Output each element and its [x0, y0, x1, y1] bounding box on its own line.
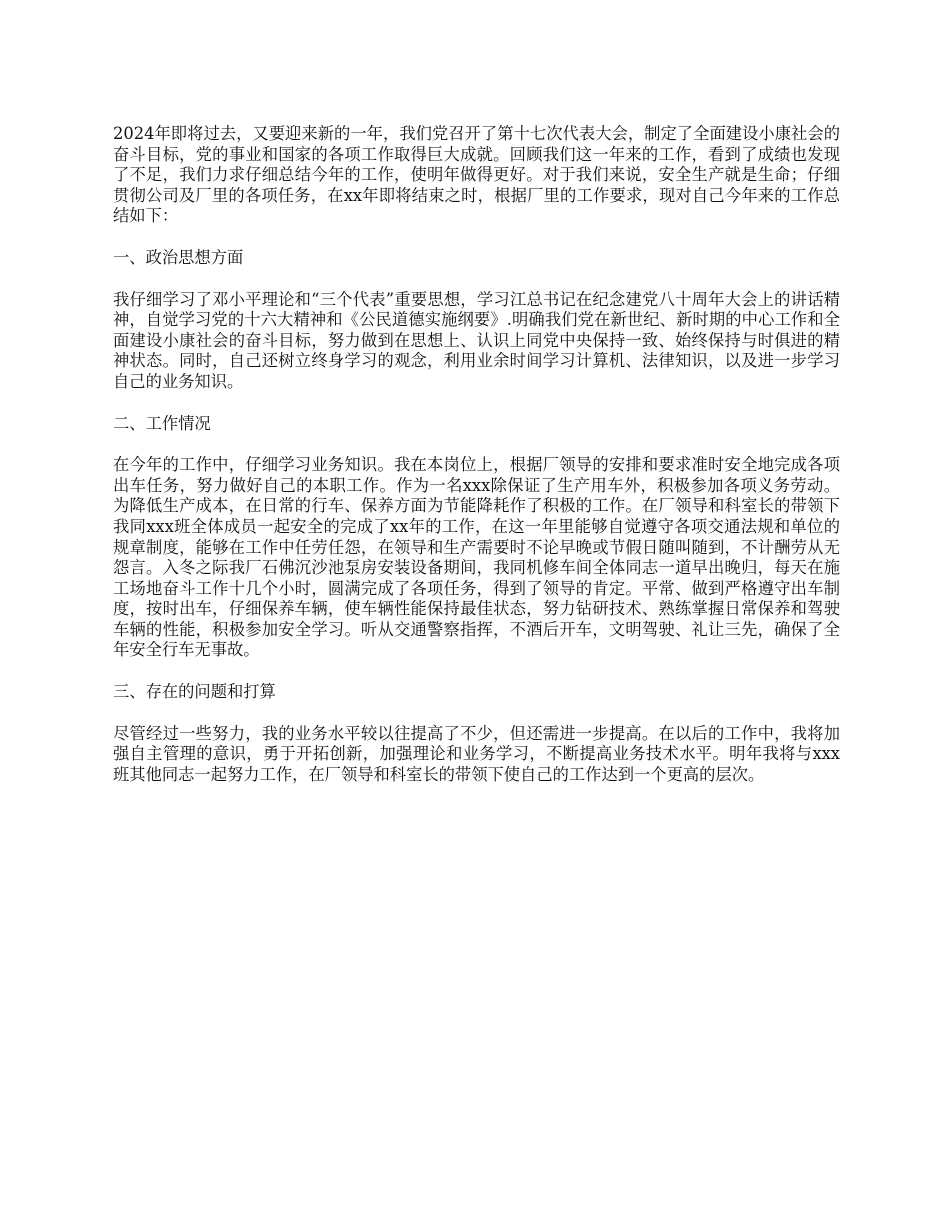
section-body-plans: 尽管经过一些努力，我的业务水平较以往提高了不少，但还需进一步提高。在以后的工作中，我将加强自主管理的意识，勇于开拓创新，加强理论和业务学习，不断提高业务技术水平。明年我将与xxx班其他同志一起努力工作，在厂领导和科室长的带领下使自己的工作达到一个更高的层次。	[113, 723, 840, 784]
section-body-political: 我仔细学习了邓小平理论和“三个代表”重要思想，学习江总书记在纪念建党八十周年大会上的讲话精神，自觉学习党的十六大精神和《公民道德实施纲要》.明确我们党在新世纪、新时期的中心工作和全面建设小康社会的奋斗目标，努力做到在思想上、认识上同党中央保持一致、始终保持与时俱进的精神状态。同时，自己还树立终身学习的观念，利用业余时间学习计算机、法律知识，以及进一步学习自己的业务知识。	[113, 289, 840, 391]
section-body-work: 在今年的工作中，仔细学习业务知识。我在本岗位上，根据厂领导的安排和要求准时安全地完成各项出车任务，努力做好自己的本职工作。作为一名xxx除保证了生产用车外，积极参加各项义务劳动。为降低生产成本，在日常的行车、保养方面为节能降耗作了积极的工作。在厂领导和科室长的带领下我同xxx班全体成员一起安全的完成了xx年的工作，在这一年里能够自觉遵守各项交通法规和单位的规章制度，能够在工作中任劳任怨，在领导和生产需要时不论早晚或节假日随叫随到，不计酬劳从无怨言。入冬之际我厂石佛沉沙池泵房安装设备期间，我同机修车间全体同志一道早出晚归，每天在施工场地奋斗工作十几个小时，圆满完成了各项任务，得到了领导的肯定。平常、做到严格遵守出车制度，按时出车，仔细保养车辆，使车辆性能保持最佳状态，努力钻研技术、熟练掌握日常保养和驾驶车辆的性能，积极参加安全学习。听从交通警察指挥，不酒后开车，文明驾驶、礼让三先，确保了全年安全行车无事故。	[113, 455, 840, 660]
section-heading-work: 二、工作情况	[113, 413, 211, 433]
section-heading-plans: 三、存在的问题和打算	[113, 682, 276, 702]
intro-paragraph: 2024年即将过去，又要迎来新的一年，我们党召开了第十七次代表大会，制定了全面建设小康社会的奋斗目标，党的事业和国家的各项工作取得巨大成就。回顾我们这一年来的工作，看到了成绩也发现了不足，我们力求仔细总结今年的工作，使明年做得更好。对于我们来说，安全生产就是生命；仔细贯彻公司及厂里的各项任务，在xx年即将结束之时，根据厂里的工作要求，现对自己今年来的工作总结如下：	[113, 124, 840, 226]
section-heading-political: 一、政治思想方面	[113, 247, 244, 267]
document-page	[113, 124, 840, 806]
